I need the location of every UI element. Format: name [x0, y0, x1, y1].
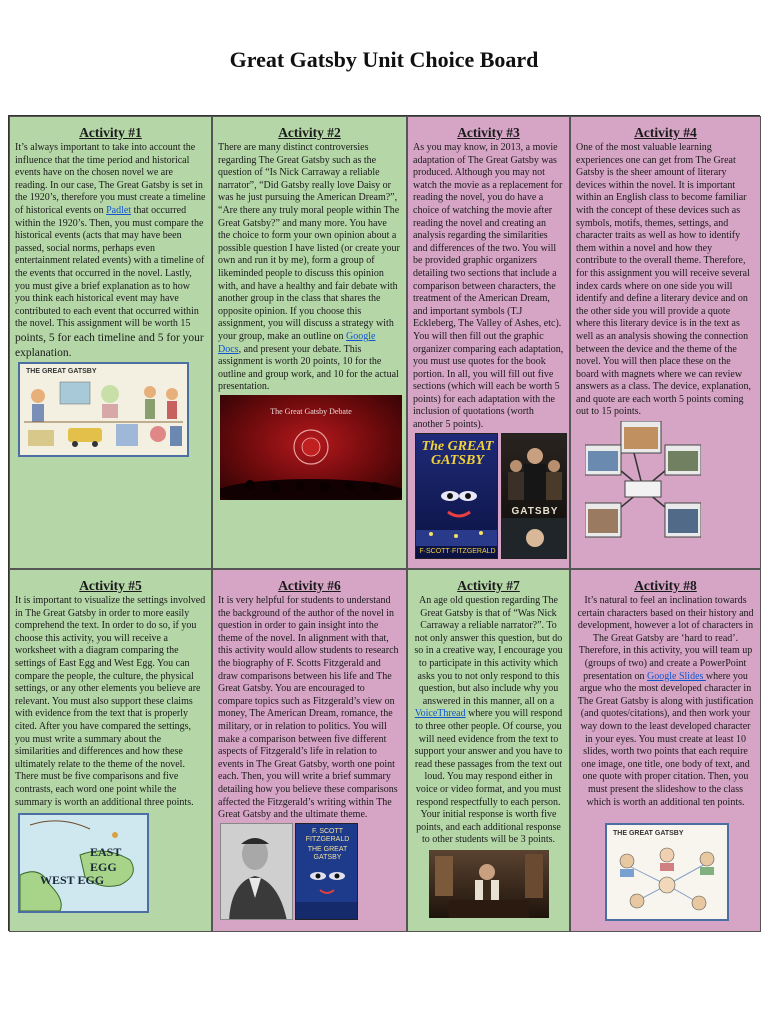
eggs-map-image: [18, 813, 149, 913]
activity-3-text: As you may know, in 2013, a movie adaptation of The Great Gatsby was produced. Although you may not watch the movie as a replacement for reading the novel, you do have a choice of watching the movie after reading the novel and creating an analysis regarding the similarities and differences of the two. You will be provided graphic organizers detailing two sections that include a comparison between characters, the treatment of the American Dream, and important symbols (T.J Eckleberg, The Valley of Ashes, etc). You will then fill out the graphic organizer comparing each adaptation, you must use quotes for the book portion. In all, you will fill out five sections (which will each be worth 5 points) for each adaptation with the inclusion of quotations (worth another 5 points).: [413, 142, 564, 431]
activity-2-text-a: There are many distinct controversies regarding The Great Gatsby such as the question of “Is Nick Carraway a reliable narrator”, “Did Gatsby really love Daisy or was he just pursuing the American Dream?”, “Are there any truly moral people within The Great Gatsby?” and many more. You have the choice to form your own opinion about a possible question I have listed (or create your own and run it by me), form a group of likeminded people to discuss this opinion with, and have a healthy and fair debate with another group in the class that shares the opposite opinion. If you choose this assignment, you will discuss a strategy with your group, make an outline on: [218, 142, 400, 342]
activity-3-heading: Activity #3: [457, 125, 520, 140]
index-card-diagram: [585, 421, 701, 555]
activity-5-text: It is important to visualize the settings involved in The Great Gatsby in order to more easily comprehend the text. In order to do so, if you choose this activity, you will receive a worksheet with a diagram comparing the settings of East Egg and West Egg. You can compare the people, the culture, the physical settings, or any other elements you believe are relevant. You must also support these claims with evidence from the text that is properly cited. After you have compared the settings, you must write a summary about the similarities and differences and how these ultimately relate to the theme of the novel. There must be five comparisons and five contrasts, each word one point while the summary is worth an additional three points.: [15, 595, 206, 808]
activity-5-cell: [9, 569, 212, 932]
movie-poster-image: [501, 433, 567, 559]
activity-8-cell: [570, 569, 761, 932]
character-map-art: [607, 825, 727, 919]
activity-7-text-b: where you will respond to three other people. Of course, you will need evidence from the text to support your answer and you have to read these passages from the text out loud. You may respond either in voice or video format, and you must respond respectfully to each person. Your initial response is worth five points, and each additional response to other students will be 3 points.: [414, 708, 563, 846]
activity-4-heading: Activity #4: [634, 125, 697, 140]
choice-board: [8, 115, 760, 931]
debate-stage-image: [220, 395, 402, 500]
map-west-label: WEST EGG: [40, 873, 105, 887]
character-map-image: [605, 823, 729, 921]
cover-art: [296, 824, 358, 920]
activity-1-cell: [9, 116, 212, 569]
activity-2-text-b: , and present your debate. This assignment is worth 20 points, 10 for the outline and group work, and 10 for the actual presentation.: [218, 343, 399, 393]
activity-1-text-c: points, 5 for each timeline and 5 for your explanation.: [15, 331, 204, 359]
activity-3-cell: [407, 116, 570, 569]
activity-1-heading: Activity #1: [79, 125, 142, 140]
activity-4-text: One of the most valuable learning experiences one can get from The Great Gatsby is the sheer amount of literary devices within the novel. It is important within an English class to become familiar with the concept of these devices such as symbols, motifs, themes, settings, and character traits as well as how to identify them within a novel and how they contribute to the overall theme. Therefore, for this assignment you will receive several index cards where on one side you will identify and define a literary device and on the other side you will provide a quote where this literary device is in the text as well as an analysis showing the connection between the device and the theme of the novel. You will then place these on the board with magnets where we can review answers as a class. The device, explanation, and quote are each worth 5 points coming out to 15 points.: [576, 142, 752, 418]
activity-2-heading: Activity #2: [278, 125, 341, 140]
activity-6-heading: Activity #6: [278, 578, 341, 593]
timeline-infographic-image: [18, 362, 189, 457]
activity-8-text-a: It’s natural to feel an inclination towards certain characters based on their history and development, however a lot of characters in The Great Gatsby are ‘hard to read’. Therefore, in this activity, you will team up (groups of two) and create a PowerPoint presentation on: [577, 595, 754, 682]
google-docs-link[interactable]: Google Docs: [218, 330, 376, 355]
movie-poster-art: [502, 434, 567, 559]
google-slides-link[interactable]: Google Slides: [647, 670, 706, 682]
activity-1-text-b: that occurred within the 1920’s. Then, you must compare the historical events (acts that may have been passed, social norms, perhaps even entertainment related events) with a timeline of the events that occurred in the novel. Lastly, you must give a brief explanation as to how you think each historical event may have contributed to each event that occurred within the novel. This assignment will be worth 15: [15, 204, 205, 330]
timeline-image-title: THE GREAT GATSBY: [26, 368, 97, 375]
timeline-illustration: [20, 364, 187, 455]
activity-6-text: It is very helpful for students to understand the background of the author of the novel in question in order to gain insight into the theme of the novel. In alignment with that, this activity would allow students to research the biography of F. Scotts Fitzgerald and draw comparisons between his life and The Great Gatsby. You are encouraged to compare topics such as Fitzgerald’s view on money, The American Dream, romance, the military, or in relation to politics. You will make a comparison between five different aspects of Fitzgerald’s life in relation to events in The Great Gatsby, worth one point each. Then, you will write a brief summary detailing how you believe these comparisons affected the Fitzgerald’s writing within The Great Gatsby and the ultimate theme.: [218, 595, 399, 821]
activity-5-heading: Activity #5: [79, 578, 142, 593]
activity-8-text-b: where you argue who the most developed character in The Great Gatsby is along with justification (and quotes/citations), and then work your way down to the least developed character in your eyes. You must create at least 10 slides, worth two points that each require one image, one title, one body of text, and one quote with proper citation. Then, you must present the slideshow to the class which is worth an additional ten points.: [577, 670, 754, 808]
book-cover-image: [415, 433, 498, 559]
stage-illustration: [220, 395, 402, 500]
book-cover-title: The GREAT GATSBY: [421, 439, 494, 468]
character-map-title: THE GREAT GATSBY: [613, 830, 684, 837]
activity-7-text: [413, 595, 564, 847]
activity-6-cell: [212, 569, 407, 932]
book-cover-author: F·SCOTT·FITZGERALD: [419, 548, 496, 555]
activity-1-text-a: It’s always important to take into account the influence that the time period and historical events have on the chosen novel we are reading. In our case, The Great Gatsby is set in the 1920’s, therefore you must create a timeline of historical events on: [15, 142, 206, 216]
activity-2-cell: [212, 116, 407, 569]
activity-2-text: [218, 142, 401, 394]
film-still-art: [429, 850, 549, 918]
nick-carraway-still-image: [429, 850, 549, 918]
portrait-art: [221, 824, 293, 920]
activity-7-heading: Activity #7: [457, 578, 520, 593]
fitzgerald-portrait-image: [220, 823, 293, 920]
activity-7-cell: [407, 569, 570, 932]
debate-image-title: The Great Gatsby Debate: [270, 407, 352, 416]
cover-title: THE GREAT GATSBY: [307, 846, 348, 861]
activity-8-text: [576, 595, 755, 809]
voicethread-link[interactable]: VoiceThread: [414, 708, 466, 720]
activity-8-heading: Activity #8: [634, 578, 697, 593]
activity-7-text-a: An age old question regarding The Great Gatsby is that of “Was Nick Carraway a reliable narrator?”. To not only answer this question, but do so in a creative way, I encourage you to participate in this activity which asks you to not only respond to this question, but also include why you answered in this manner, all on a: [414, 595, 563, 707]
movie-poster-title: GATSBY: [511, 506, 559, 517]
page-title: Great Gatsby Unit Choice Board: [229, 47, 539, 72]
cover-author: F. SCOTT FITZGERALD: [305, 828, 350, 843]
map-east-label: EAST EGG: [90, 845, 122, 874]
fitzgerald-book-cover-image: [295, 823, 358, 920]
activity-1-text: [15, 142, 206, 360]
book-cover-art: [416, 434, 498, 559]
activity-4-cell: [570, 116, 761, 569]
padlet-link[interactable]: Padlet: [106, 204, 132, 216]
literary-device-board-image: [585, 421, 701, 555]
